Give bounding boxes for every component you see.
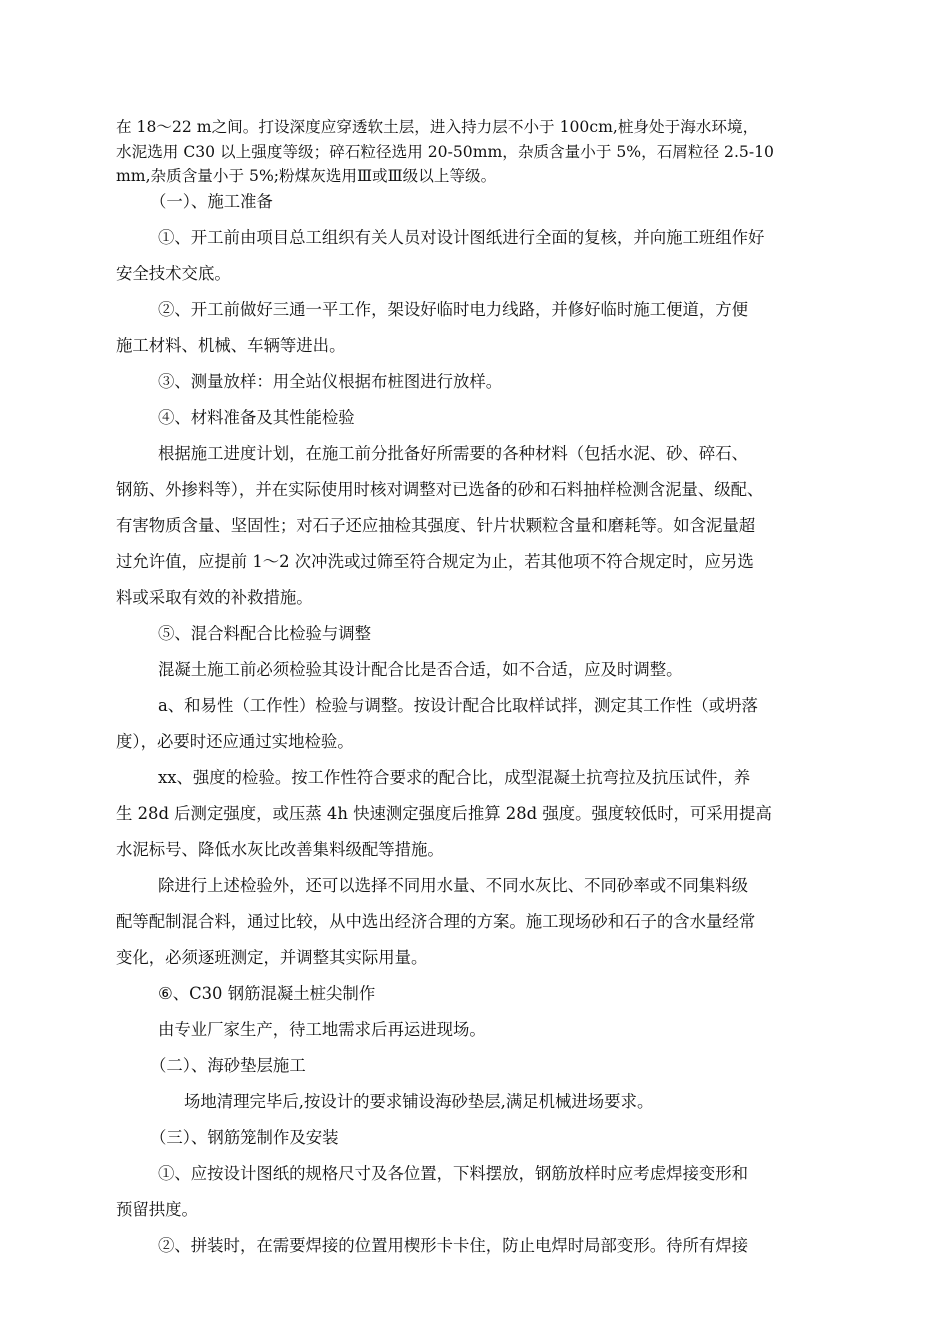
paragraph-line: 配等配制混合料，通过比较，从中选出经济合理的方案。施工现场砂和石子的含水量经常: [116, 912, 756, 931]
paragraph-line: 根据施工进度计划，在施工前分批备好所需要的各种材料（包括水泥、砂、碎石、: [158, 444, 749, 463]
paragraph-line: 料或采取有效的补救措施。: [116, 588, 313, 607]
paragraph-line: 水泥标号、降低水灰比改善集料级配等措施。: [116, 840, 444, 859]
paragraph-line: 混凝土施工前必须检验其设计配合比是否合适，如不合适，应及时调整。: [158, 660, 683, 679]
paragraph-line: ②、拼装时，在需要焊接的位置用楔形卡卡住，防止电焊时局部变形。待所有焊接: [158, 1236, 749, 1255]
paragraph-line: 预留拱度。: [116, 1200, 198, 1219]
paragraph-line: 由专业厂家生产，待工地需求后再运进现场。: [158, 1020, 486, 1039]
paragraph-line: ④、材料准备及其性能检验: [158, 408, 355, 427]
paragraph-line: 施工材料、机械、车辆等进出。: [116, 336, 346, 355]
paragraph-line: 场地清理完毕后,按设计的要求铺设海砂垫层,满足机械进场要求。: [184, 1092, 654, 1111]
paragraph-line: ②、开工前做好三通一平工作，架设好临时电力线路，并修好临时施工便道，方便: [158, 300, 749, 319]
paragraph-line: 安全技术交底。: [116, 264, 231, 283]
paragraph-line: 度），必要时还应通过实地检验。: [116, 732, 354, 751]
paragraph-line: 变化，必须逐班测定，并调整其实际用量。: [116, 948, 428, 967]
paragraph-line: 过允许值，应提前 1～2 次冲洗或过筛至符合规定为止，若其他项不符合规定时，应另选: [116, 552, 754, 571]
paragraph-line: ①、应按设计图纸的规格尺寸及各位置，下料摆放，钢筋放样时应考虑焊接变形和: [158, 1164, 749, 1183]
paragraph-line: ①、开工前由项目总工组织有关人员对设计图纸进行全面的复核，并向施工班组作好: [158, 228, 765, 247]
paragraph-line: a、和易性（工作性）检验与调整。按设计配合比取样试拌，测定其工作性（或坍落: [158, 696, 758, 715]
paragraph-line: ③、测量放样：用全站仪根据布桩图进行放样。: [158, 372, 503, 391]
paragraph-line: ⑥、C30 钢筋混凝土桩尖制作: [158, 984, 376, 1003]
section-heading: （三）、钢筋笼制作及安装: [150, 1128, 339, 1147]
section-heading: （一）、施工准备: [150, 192, 273, 211]
paragraph-line: ⑤、混合料配合比检验与调整: [158, 624, 372, 643]
paragraph-line: 除进行上述检验外，还可以选择不同用水量、不同水灰比、不同砂率或不同集料级: [158, 876, 749, 895]
paragraph-line: xx、强度的检验。按工作性符合要求的配合比，成型混凝土抗弯拉及抗压试件，养: [158, 768, 751, 787]
paragraph-line: 生 28d 后测定强度，或压蒸 4h 快速测定强度后推算 28d 强度。强度较低时，可采用提高: [116, 804, 772, 823]
paragraph-line: 钢筋、外掺料等），并在实际使用时核对调整对已选备的砂和石料抽样检测含泥量、级配、: [116, 480, 764, 499]
paragraph-line: 在 18～22 m之间。打设深度应穿透软土层，进入持力层不小于 100cm,桩身处于海水环境，: [116, 118, 759, 136]
paragraph-line: 有害物质含量、坚固性；对石子还应抽检其强度、针片状颗粒含量和磨耗等。如含泥量超: [116, 516, 756, 535]
paragraph-line: mm,杂质含量小于 5%;粉煤灰选用Ⅲ或Ⅲ级以上等级。: [116, 167, 497, 185]
paragraph-line: 水泥选用 C30 以上强度等级；碎石粒径选用 20-50mm，杂质含量小于 5%，石屑粒径 2.5-10: [116, 143, 774, 161]
section-heading: （二）、海砂垫层施工: [150, 1056, 306, 1075]
